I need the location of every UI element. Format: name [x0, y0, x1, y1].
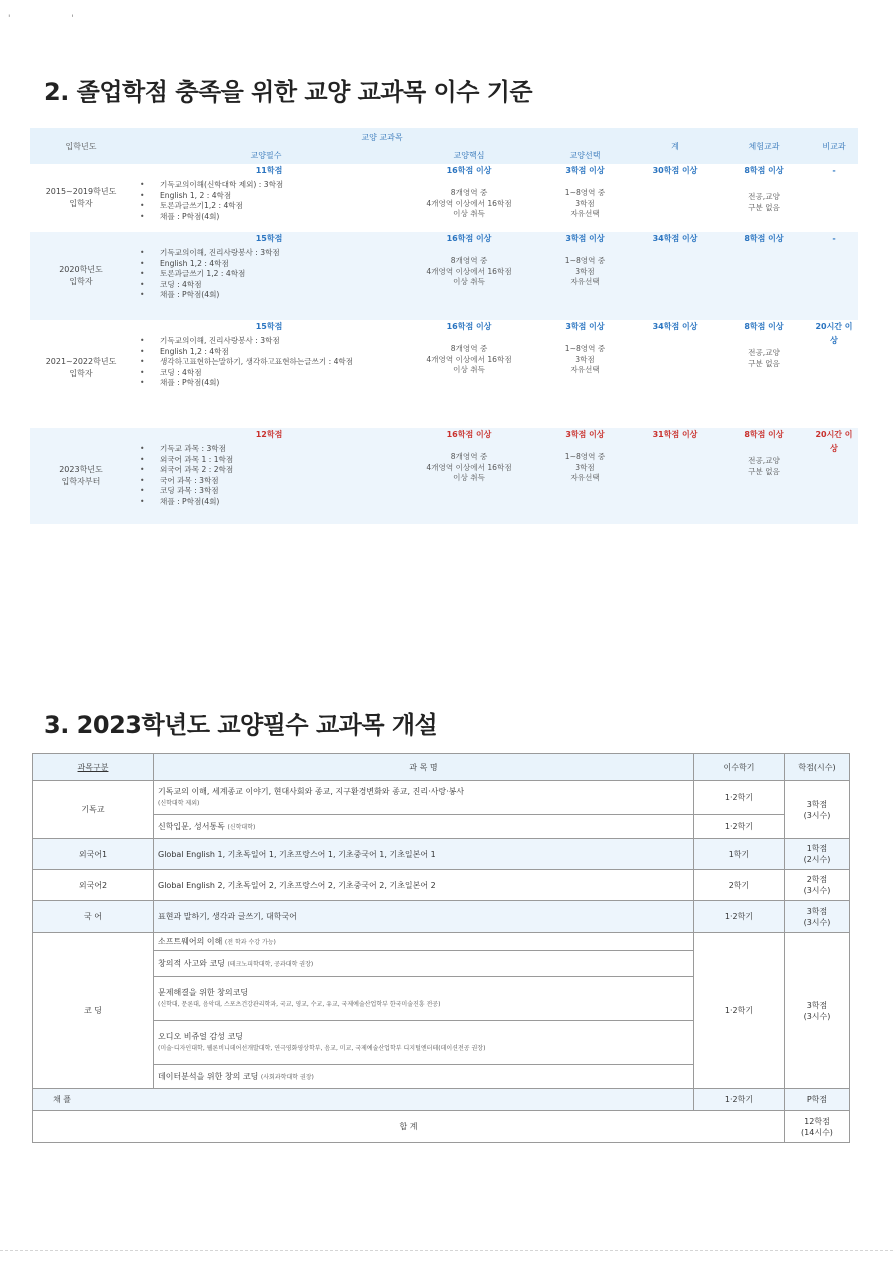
header-noncredit: 비교과 [822, 141, 846, 151]
noncredit-cell [810, 232, 858, 320]
total-credit: 12학점 (14시수) [785, 1111, 850, 1143]
elective-courses [538, 232, 632, 320]
subject-cell [154, 951, 694, 977]
table-row [33, 781, 850, 815]
category-cell: 외국어1 [33, 839, 154, 870]
subject-cell [154, 815, 694, 839]
requirement-item: • English 1,2 : 4학점 [140, 259, 398, 270]
core-description: 8개영역 중 4개영역 이상에서 16학점 이상 취득 [426, 344, 512, 374]
requirement-item: • 기독교의이해, 진리사랑봉사 : 3학점 [140, 336, 398, 347]
required-credit: 11학점 [255, 166, 283, 175]
required-courses [132, 232, 400, 320]
page-bottom-line [0, 1250, 893, 1251]
noncredit-hours: 20시간 이상 [815, 322, 853, 345]
requirement-item: • 기독교 과목 : 3학점 [140, 444, 398, 455]
elective-credit: 3학점 이상 [565, 166, 605, 175]
term-cell: 1·2학기 [694, 901, 785, 933]
core-credit: 16학점 이상 [446, 322, 492, 331]
header-subject: 과 목 명 [154, 754, 694, 781]
category-cell: 코 딩 [33, 933, 154, 1089]
core-courses [400, 232, 538, 320]
subject-text: 오디오 비쥬얼 감성 코딩 [158, 1032, 243, 1041]
core-courses [400, 428, 538, 524]
header-category: 과목구분 [33, 754, 154, 781]
experience-credit: 8학점 이상 [744, 234, 784, 243]
noncredit-hours: - [832, 166, 836, 175]
core-description: 8개영역 중 4개영역 이상에서 16학점 이상 취득 [426, 256, 512, 286]
requirement-item: • 코딩 : 4학점 [140, 368, 398, 379]
elective-credit: 3학점 이상 [565, 234, 605, 243]
core-credit: 16학점 이상 [446, 166, 492, 175]
required-credit: 12학점 [255, 430, 283, 439]
credit-cell: 1학점 (2시수) [785, 839, 850, 870]
scan-mark: ' [71, 14, 74, 24]
header-total: 계 [671, 141, 679, 151]
table-row [30, 232, 858, 320]
table-row [33, 870, 850, 901]
requirement-list [140, 248, 398, 301]
total-credit: 31학점 이상 [652, 430, 698, 439]
required-credit: 15학점 [255, 322, 283, 331]
experience-credit: 8학점 이상 [744, 166, 784, 175]
subject-text: 창의적 사고와 코딩 [158, 958, 225, 968]
admission-year: 2023학년도 입학자부터 [59, 465, 103, 486]
requirement-item: • English 1, 2 : 4학점 [140, 191, 398, 202]
requirement-item: • 채플 : P학점(4회) [140, 212, 398, 223]
term-cell: 2학기 [694, 870, 785, 901]
subject-cell: 표현과 말하기, 생각과 글쓰기, 대학국어 [154, 901, 694, 933]
category-cell: 외국어2 [33, 870, 154, 901]
requirement-list [140, 444, 398, 507]
core-courses [400, 164, 538, 232]
subject-text: 데이터분석을 위한 창의 코딩 [158, 1071, 259, 1081]
credit-cell: 3학점 (3시수) [785, 933, 850, 1089]
credit-cell: 2학점 (3시수) [785, 870, 850, 901]
subject-cell [154, 933, 694, 951]
header-term: 이수학기 [694, 754, 785, 781]
noncredit-hours: - [832, 234, 836, 243]
core-courses [400, 320, 538, 416]
total-cell [632, 164, 718, 232]
core-credit: 16학점 이상 [446, 234, 492, 243]
requirement-item: • 기독교의이해(신학대학 제외) : 3학점 [140, 180, 398, 191]
experience-description: 전공,교양 구분 없음 [748, 456, 780, 476]
table-body [30, 164, 858, 524]
core-description: 8개영역 중 4개영역 이상에서 16학점 이상 취득 [426, 452, 512, 482]
subject-text: 소프트웨어의 이해 [158, 936, 223, 946]
category-cell: 기독교 [33, 781, 154, 839]
graduation-credit-table [30, 128, 858, 524]
required-courses-table [32, 753, 850, 1143]
table-row [33, 815, 850, 839]
requirement-item: • 외국어 과목 2 : 2학점 [140, 465, 398, 476]
admission-year: 2015~2019학년도 입학자 [45, 187, 117, 208]
subject-cell [154, 1021, 694, 1065]
experience-credit: 8학점 이상 [744, 322, 784, 331]
table-row [33, 901, 850, 933]
elective-description: 1~8영역 중 3학점 자유선택 [564, 188, 606, 218]
experience-cell [718, 320, 810, 416]
elective-description: 1~8영역 중 3학점 자유선택 [564, 452, 606, 482]
scan-marks [8, 14, 132, 24]
subject-cell [154, 781, 694, 815]
elective-description: 1~8영역 중 3학점 자유선택 [564, 344, 606, 374]
term-cell: 1학기 [694, 839, 785, 870]
subject-note: (사회과학대학 권장) [260, 1073, 314, 1081]
requirement-item: • 토론과글쓰기 1,2 : 4학점 [140, 269, 398, 280]
subject-note: (신학대학 제외) [158, 800, 200, 807]
required-credit: 15학점 [255, 234, 283, 243]
experience-description: 전공,교양 구분 없음 [748, 192, 780, 212]
elective-description: 1~8영역 중 3학점 자유선택 [564, 256, 606, 286]
table-row [33, 839, 850, 870]
scan-mark: ' [8, 14, 11, 24]
experience-cell [718, 428, 810, 524]
total-label: 합 계 [33, 1111, 785, 1143]
requirement-item: • 채플 : P학점(4회) [140, 497, 398, 508]
total-credit: 30학점 이상 [652, 166, 698, 175]
total-cell [632, 428, 718, 524]
term-cell: 1·2학기 [694, 933, 785, 1089]
subject-note: (신학대학) [227, 823, 256, 831]
noncredit-cell [810, 320, 858, 416]
credit-cell: 3학점 (3시수) [785, 901, 850, 933]
elective-courses [538, 320, 632, 416]
category-cell: 채 플 [33, 1089, 694, 1111]
category-cell: 국 어 [33, 901, 154, 933]
requirement-list [140, 336, 398, 389]
requirement-list [140, 180, 398, 222]
subject-text: 기독교의 이해, 세계종교 이야기, 현대사회와 종교, 지구환경변화와 종교, 진리·사랑·봉사 [158, 787, 465, 796]
core-description: 8개영역 중 4개영역 이상에서 16학점 이상 취득 [426, 188, 512, 218]
table-header-row [33, 754, 850, 781]
requirement-item: • 국어 과목 : 3학점 [140, 476, 398, 487]
admission-year: 2020학년도 입학자 [59, 265, 103, 286]
noncredit-cell [810, 164, 858, 232]
requirement-item: • English 1,2 : 4학점 [140, 347, 398, 358]
term-cell: 1·2학기 [694, 815, 785, 839]
table-row [30, 428, 858, 524]
section-2-title: 2. 졸업학점 충족을 위한 교양 교과목 이수 기준 [44, 78, 533, 106]
subject-cell: Global English 1, 기초독일어 1, 기초프랑스어 1, 기초중국어 1, 기초일본어 1 [154, 839, 694, 870]
credit-cell: 3학점 (3시수) [785, 781, 850, 839]
header-experience: 체험교과 [748, 141, 780, 151]
subject-note: (테크노피학대학, 공과대학 권장) [227, 960, 314, 968]
term-cell: 1·2학기 [694, 1089, 785, 1111]
requirement-item: • 코딩 과목 : 3학점 [140, 486, 398, 497]
subject-text: 문제해결을 위한 창의코딩 [158, 988, 249, 997]
required-courses [132, 164, 400, 232]
elective-courses [538, 428, 632, 524]
experience-description: 전공,교양 구분 없음 [748, 348, 780, 368]
section-3-title: 3. 2023학년도 교양필수 교과목 개설 [44, 711, 438, 739]
table-row [33, 933, 850, 951]
term-cell: 1·2학기 [694, 781, 785, 815]
table-header [30, 128, 858, 164]
required-courses [132, 428, 400, 524]
experience-cell [718, 232, 810, 320]
requirement-item: • 생각하고표현하는말하기, 생각하고표현하는글쓰기 : 4학점 [140, 357, 398, 368]
requirement-item: • 채플 : P학점(4회) [140, 378, 398, 389]
elective-credit: 3학점 이상 [565, 430, 605, 439]
subject-cell: Global English 2, 기초독일어 2, 기초프랑스어 2, 기초중국어 2, 기초일본어 2 [154, 870, 694, 901]
noncredit-cell [810, 428, 858, 524]
credit-cell: P학점 [785, 1089, 850, 1111]
core-credit: 16학점 이상 [446, 430, 492, 439]
subject-note: (전 학과 수강 가능) [224, 938, 276, 946]
subject-cell [154, 1065, 694, 1089]
table-row [33, 1089, 850, 1111]
header-group: 교양 교과목 [361, 132, 403, 142]
requirement-item: • 기독교의이해, 진리사랑봉사 : 3학점 [140, 248, 398, 259]
requirement-item: • 채플 : P학점(4회) [140, 290, 398, 301]
admission-year: 2021~2022학년도 입학자 [45, 357, 117, 378]
subject-note: (신학대, 문론대, 음악대, 스포츠건강관리학과, 국교, 영교, 수교, 유교, 국제예술산업학부 한국미술진흥 전공) [158, 1001, 441, 1008]
requirement-item: • 토론과글쓰기1,2 : 4학점 [140, 201, 398, 212]
total-row [33, 1111, 850, 1143]
table-row [30, 320, 858, 416]
experience-cell [718, 164, 810, 232]
required-courses [132, 320, 400, 416]
header-elective: 교양선택 [569, 150, 601, 160]
total-cell [632, 320, 718, 416]
requirement-item: • 외국어 과목 1 : 1학점 [140, 455, 398, 466]
experience-credit: 8학점 이상 [744, 430, 784, 439]
subject-note: (미술·디자인대학, 웰론비니데어선개발대학, 연극영화영상학부, 음교, 미교, 국제예술산업학부 디지털엔터테(데이션전공 권장) [158, 1045, 486, 1052]
header-year: 입학년도 [65, 141, 97, 151]
header-core: 교양핵심 [453, 150, 485, 160]
requirement-item: • 코딩 : 4학점 [140, 280, 398, 291]
header-credit: 학점(시수) [785, 754, 850, 781]
elective-courses [538, 164, 632, 232]
total-credit: 34학점 이상 [652, 234, 698, 243]
table-row [30, 164, 858, 232]
total-credit: 34학점 이상 [652, 322, 698, 331]
subject-text: 신학입문, 성서통독 [158, 821, 225, 831]
elective-credit: 3학점 이상 [565, 322, 605, 331]
total-cell [632, 232, 718, 320]
noncredit-hours: 20시간 이상 [815, 430, 853, 453]
subject-cell [154, 977, 694, 1021]
header-required: 교양필수 [250, 150, 282, 160]
